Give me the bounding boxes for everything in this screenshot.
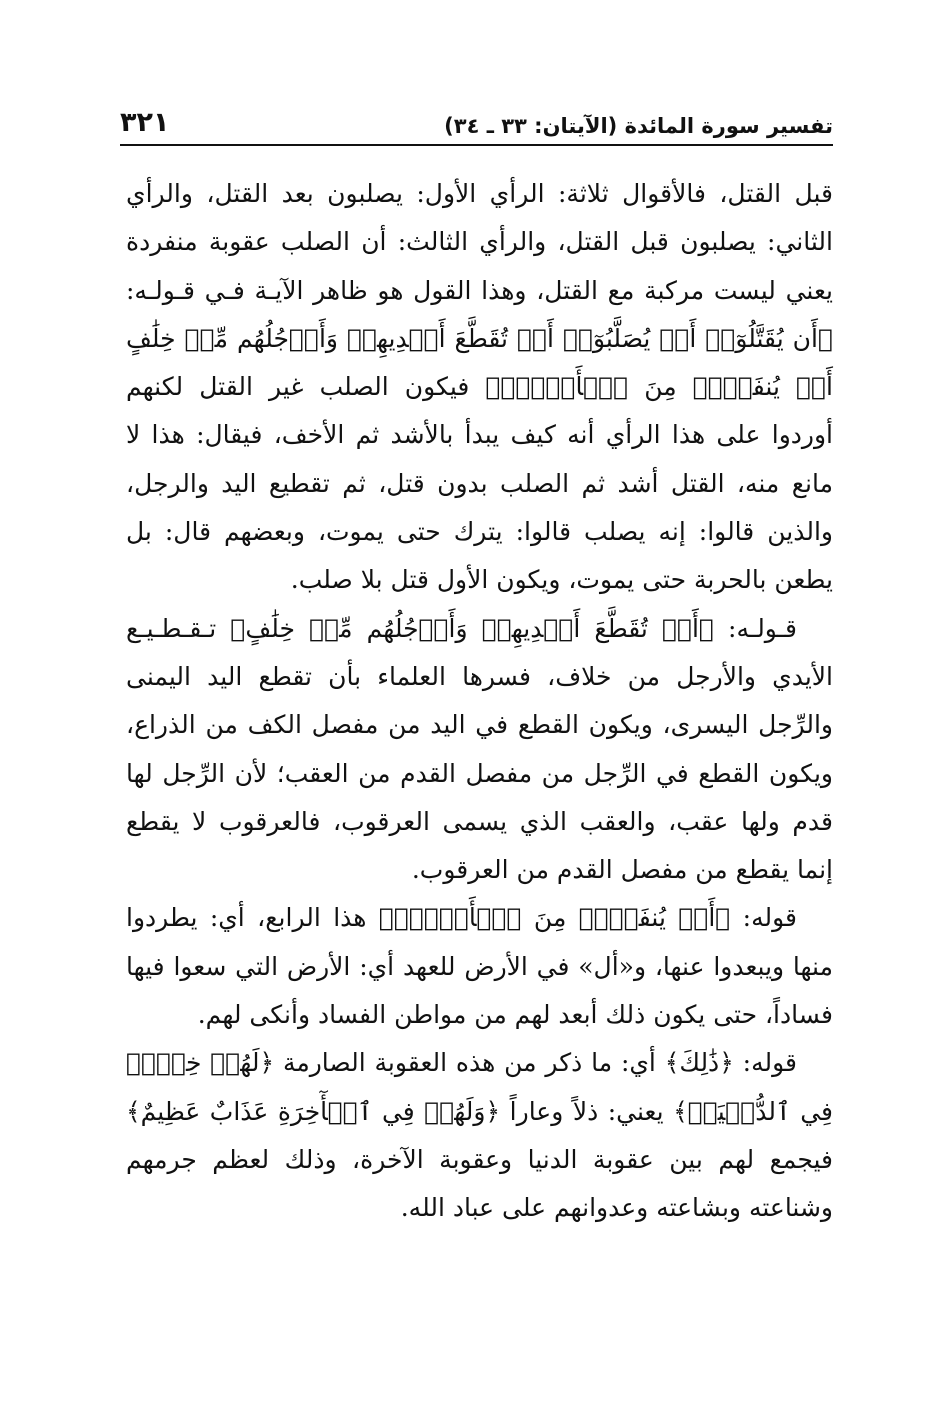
body-text: [126, 170, 833, 1233]
page-header: [120, 92, 833, 146]
paragraph-2: قـولـه: ﴿أَوۡ تُقَطَّعَ أَيۡدِيهِمۡ وَأَرۡجُلُهُم مِّنۡ خِلَٰفٍ﴾ تـقـطـيـع الأيدي والأرجل من خلاف، فسرها العلماء بأن تقطع اليد اليمنى والرِّجل اليسرى، ويكون القطع في اليد من مفصل الكف من الذراع، ويكون القطع في الرِّجل من مفصل القدم من العقب؛ لأن الرِّجل لها قدم ولها عقب، والعقب الذي يسمى العرقوب، فالعرقوب لا يقطع إنما يقطع من مفصل القدم من العرقوب.: [126, 613, 833, 885]
paragraph-4: قوله: ﴿ذَٰلِكَ﴾ أي: ما ذكر من هذه العقوبة الصارمة ﴿لَهُمۡ خِزۡيٞ فِي ٱلدُّنۡيَاۖ﴾ يعني: ذلاً وعاراً ﴿وَلَهُمۡ فِي ٱلۡأٓخِرَةِ عَذَابٌ عَظِيمٌ﴾ فيجمع لهم بين عقوبة الدنيا وعقوبة الآخرة، وذلك لعظم جرمهم وشناعته وبشاعته وعدوانهم على عباد الله.: [126, 1048, 833, 1223]
running-title: تفسير سورة المائدة (الآيتان: ٣٣ ـ ٣٤): [444, 114, 833, 138]
paragraph-1: قبل القتل، فالأقوال ثلاثة: الرأي الأول: يصلبون بعد القتل، والرأي الثاني: يصلبون قبل القتل، والرأي الثالث: أن الصلب عقوبة منفردة يعني ليست مركبة مع القتل، وهذا القول هو ظاهر الآيـة فـي قـولـه: ﴿أَن يُقَتَّلُوٓا۟ أَوۡ يُصَلَّبُوٓا۟ أَوۡ تُقَطَّعَ أَيۡدِيهِمۡ وَأَرۡجُلُهُم مِّنۡ خِلَٰفٍ أَوۡ يُنفَوۡا۟ مِنَ ٱلۡأَرۡضِۚ﴾ فيكون الصلب غير القتل لكنهم أوردوا على هذا الرأي أنه كيف يبدأ بالأشد ثم الأخف، فيقال: هذا لا مانع منه، القتل أشد ثم الصلب بدون قتل، ثم تقطيع اليد والرجل، والذين قالوا: إنه يصلب قالوا: يترك حتى يموت، وبعضهم قال: بل يطعن بالحربة حتى يموت، ويكون الأول قتل بلا صلب.: [126, 179, 833, 595]
page-number: ٣٢١: [120, 107, 170, 138]
paragraph-3: قوله: ﴿أَوۡ يُنفَوۡا۟ مِنَ ٱلۡأَرۡضِۚ﴾ هذا الرابع، أي: يطردوا منها ويبعدوا عنها، و«أل» في الأرض للعهد أي: الأرض التي سعوا فيها فساداً، حتى يكون ذلك أبعد لهم من مواطن الفساد وأنكى لهم.: [126, 903, 833, 1030]
